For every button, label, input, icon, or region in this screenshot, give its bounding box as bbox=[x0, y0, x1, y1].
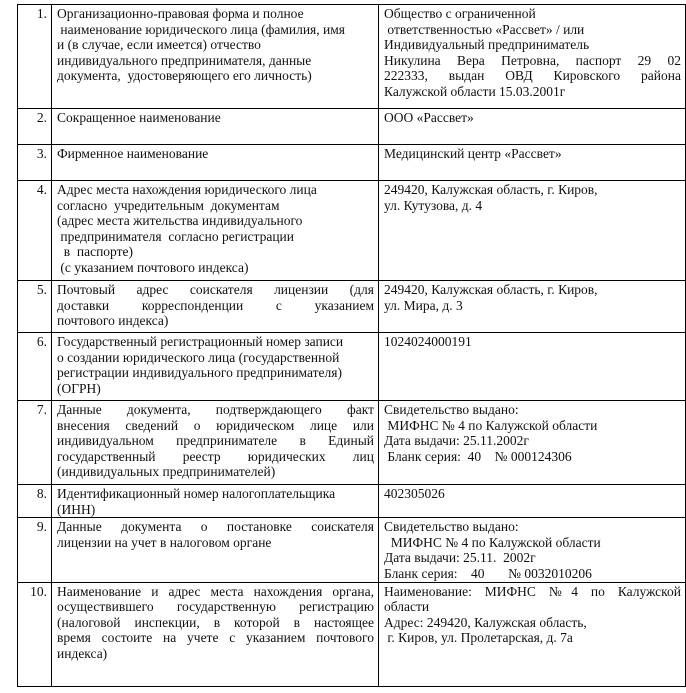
row-number: 8. bbox=[18, 485, 52, 518]
field-label bbox=[52, 145, 379, 181]
table-row bbox=[18, 401, 686, 485]
field-value-line: ул. Мира, д. 3 bbox=[384, 297, 463, 313]
field-label bbox=[52, 109, 379, 145]
field-value-line: 249420, Калужская область, г. Киров, bbox=[384, 182, 598, 197]
table-row bbox=[18, 281, 686, 333]
row-number: 9. bbox=[18, 518, 52, 582]
field-label-line: в паспорте) bbox=[57, 244, 134, 260]
licensing-info-table bbox=[17, 4, 686, 687]
field-value-line: Бланк серия: 40 № 0032010206 bbox=[384, 565, 592, 581]
field-value bbox=[379, 485, 686, 518]
field-value-line: МИФНС № 4 по Калужской области bbox=[384, 534, 601, 550]
field-label-line: (ИНН) bbox=[57, 501, 96, 517]
field-value bbox=[379, 181, 686, 281]
field-value-line: МИФНС № 4 по Калужской области bbox=[384, 417, 598, 433]
field-value-line: г. Киров, ул. Пролетарская, д. 7а bbox=[384, 630, 573, 646]
field-value-line: области bbox=[384, 599, 430, 615]
field-label-line: (индивидуальных предпринимателей) bbox=[57, 464, 276, 480]
row-number: 7. bbox=[18, 401, 52, 485]
field-label-line: согласно учредительным документам bbox=[57, 197, 280, 213]
field-label-line: Идентификационный номер налогоплательщика bbox=[57, 486, 336, 501]
field-value-line: Адрес: 249420, Калужская область, bbox=[384, 614, 587, 630]
field-value bbox=[379, 281, 686, 333]
row-number: 2. bbox=[18, 109, 52, 145]
field-value-line: Свидетельство выдано: bbox=[384, 519, 519, 535]
field-label-line: Организационно-правовая форма и полное bbox=[57, 6, 304, 21]
field-label bbox=[52, 181, 379, 281]
field-label-line: о создании юридического лица (государственной bbox=[57, 349, 340, 365]
table-row bbox=[18, 109, 686, 145]
table-row bbox=[18, 582, 686, 686]
row-number: 5. bbox=[18, 281, 52, 333]
field-value bbox=[379, 518, 686, 582]
table-row bbox=[18, 333, 686, 401]
field-value-line: ООО «Рассвет» bbox=[384, 110, 474, 125]
field-label bbox=[52, 333, 379, 401]
row-number: 6. bbox=[18, 333, 52, 401]
field-value bbox=[379, 5, 686, 109]
field-label bbox=[52, 281, 379, 333]
field-value bbox=[379, 401, 686, 485]
field-label-line: индивидуального предпринимателя, данные bbox=[57, 52, 312, 68]
field-value-line: 1024024000191 bbox=[384, 334, 472, 349]
field-value-line: Калужской области 15.03.2001г bbox=[384, 83, 566, 99]
field-value-line: 402305026 bbox=[384, 486, 445, 501]
row-number: 1. bbox=[18, 5, 52, 109]
field-label bbox=[52, 485, 379, 518]
field-label-line: Государственный регистрационный номер записи bbox=[57, 334, 344, 349]
field-value bbox=[379, 333, 686, 401]
field-value-line: Дата выдачи: 25.11. 2002г bbox=[384, 550, 536, 566]
table-row bbox=[18, 145, 686, 181]
field-label-line: государственный реестр юридических лиц bbox=[57, 448, 374, 464]
field-label bbox=[52, 5, 379, 109]
field-value bbox=[379, 109, 686, 145]
field-label-line: доставки корреспонденции с указанием bbox=[57, 297, 374, 313]
table-row bbox=[18, 518, 686, 582]
field-value-line: Индивидуальный предприниматель bbox=[384, 37, 590, 53]
field-value-line: ул. Кутузова, д. 4 bbox=[384, 197, 483, 213]
field-value bbox=[379, 582, 686, 686]
field-label-line: индекса) bbox=[57, 645, 108, 661]
field-label bbox=[52, 518, 379, 582]
field-label-line: Данные документа, подтверждающего факт bbox=[57, 402, 374, 417]
field-label-line: наименование юридического лица (фамилия, имя bbox=[57, 21, 345, 37]
field-value-line: Никулина Вера Петровна, паспорт 29 02 bbox=[384, 52, 681, 68]
field-label-line: (с указанием почтового индекса) bbox=[57, 259, 249, 275]
field-label bbox=[52, 582, 379, 686]
row-number: 3. bbox=[18, 145, 52, 181]
field-label-line: и (в случае, если имеется) отчество bbox=[57, 37, 261, 53]
field-label-line: почтового индекса) bbox=[57, 313, 169, 329]
field-label-line: предпринимателя согласно регистрации bbox=[57, 228, 295, 244]
field-value-line: Медицинский центр «Рассвет» bbox=[384, 146, 562, 161]
field-value-line: Дата выдачи: 25.11.2002г bbox=[384, 433, 529, 449]
field-label-line: Наименование и адрес места нахождения органа, bbox=[57, 583, 374, 599]
field-label-line: регистрации индивидуального предпринимателя) bbox=[57, 365, 342, 381]
field-value-line: 222333, выдан ОВД Кировского района bbox=[384, 68, 681, 84]
field-label-line: (налоговой инспекции, в которой в настоящее bbox=[57, 614, 374, 630]
field-label bbox=[52, 401, 379, 485]
field-label-line: индивидуальном предпринимателе в Единый bbox=[57, 433, 374, 449]
field-label-line: документа, удостоверяющего его личность) bbox=[57, 68, 312, 84]
field-value-line: Бланк серия: 40 № 000124306 bbox=[384, 448, 572, 464]
field-label-line: Сокращенное наименование bbox=[57, 110, 221, 125]
table-row bbox=[18, 5, 686, 109]
row-number: 10. bbox=[18, 582, 52, 686]
field-label-line: (ОГРН) bbox=[57, 380, 101, 396]
field-label-line: Данные документа о постановке соискателя bbox=[57, 519, 374, 535]
row-number: 4. bbox=[18, 181, 52, 281]
field-label-line: осуществившего государственную регистрацию bbox=[57, 599, 374, 615]
field-label-line: лицензии на учет в налоговом органе bbox=[57, 534, 272, 550]
table-row bbox=[18, 485, 686, 518]
table-row bbox=[18, 181, 686, 281]
field-value-line: ответственностью «Рассвет» / или bbox=[384, 21, 585, 37]
field-label-line: время состоите на учете с указанием почтового bbox=[57, 630, 374, 646]
field-label-line: Фирменное наименование bbox=[57, 146, 209, 161]
field-value-line: Свидетельство выдано: bbox=[384, 402, 519, 417]
field-label-line: внесения сведений о юридическом лице или bbox=[57, 417, 374, 433]
field-value-line: 249420, Калужская область, г. Киров, bbox=[384, 282, 598, 297]
field-label-line: Почтовый адрес соискателя лицензии (для bbox=[57, 282, 374, 297]
field-label-line: Адрес места нахождения юридического лица bbox=[57, 182, 317, 197]
field-value-line: Наименование: МИФНС №4 по Калужской bbox=[384, 583, 681, 599]
field-value-line: Общество с ограниченной bbox=[384, 6, 536, 21]
field-value bbox=[379, 145, 686, 181]
field-label-line: (адрес места жительства индивидуального bbox=[57, 213, 303, 229]
